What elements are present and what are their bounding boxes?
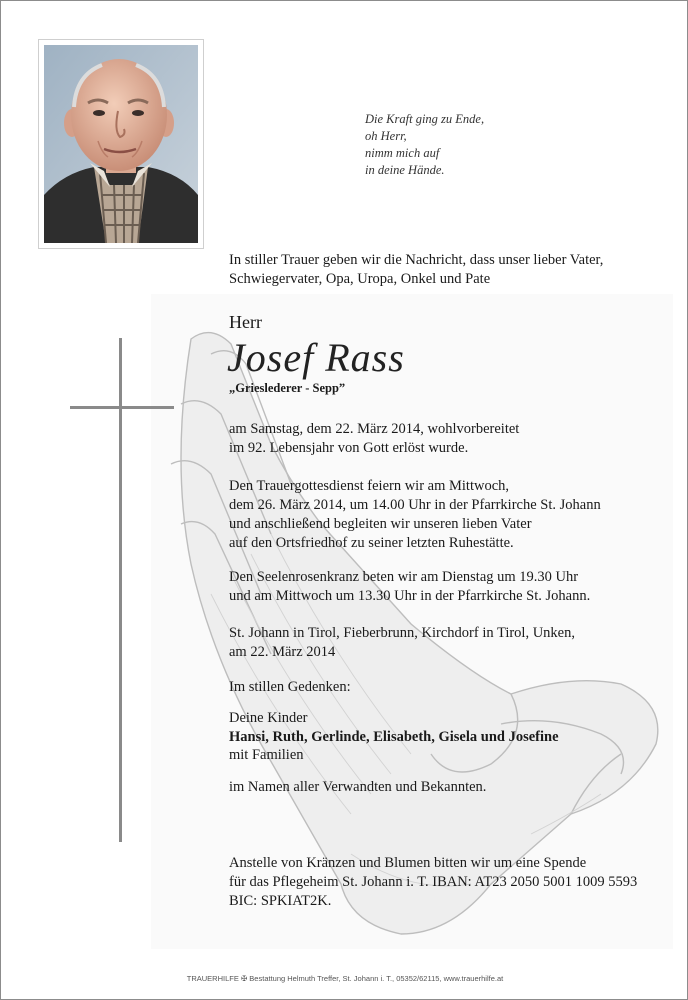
cross-horizontal-bar [70, 406, 174, 409]
intro-text: In stiller Trauer geben wir die Nachricht, dass unser lieber Vater, Schwiegervater, Opa, Uropa, Onkel und Pate [229, 252, 604, 287]
deceased-name: Josef Rass [227, 335, 405, 380]
footer-imprint: TRAUERHILFE ✠ Bestattung Helmuth Treffer, St. Johann i. T., 05352/62115, www.trauerhilfe.at [186, 974, 504, 983]
death-notice: am Samstag, dem 22. März 2014, wohlvorbereitet im 92. Lebensjahr von Gott erlöst wurde. [229, 421, 520, 456]
portrait-photo [38, 39, 204, 249]
portrait-photo-image [44, 45, 198, 243]
service-notice: Den Trauergottesdienst feiern wir am Mittwoch, dem 26. März 2014, um 14.00 Uhr in der Pfarrkirche St. Johann und anschließend begleiten wir unseren lieben Vater auf den Ortsfriedhof zu seiner letzten Ruhestätte. [229, 478, 601, 551]
children-label: Deine Kinder [229, 710, 308, 726]
place-date: St. Johann in Tirol, Fieberbrunn, Kirchdorf in Tirol, Unken, am 22. März 2014 [229, 625, 575, 660]
relatives-line: im Namen aller Verwandten und Bekannten. [229, 779, 487, 795]
families-line: mit Familien [229, 747, 304, 763]
motto-verse: Die Kraft ging zu Ende, oh Herr, nimm mich auf in deine Hände. [365, 112, 485, 177]
memory-heading: Im stillen Gedenken: [229, 679, 351, 695]
salutation: Herr [229, 312, 262, 332]
rosary-notice: Den Seelenrosenkranz beten wir am Dienstag um 19.30 Uhr und am Mittwoch um 13.30 Uhr in der Pfarrkirche St. Johann. [229, 569, 591, 604]
deceased-nickname: „Grieslederer - Sepp” [229, 381, 346, 395]
cross-vertical-bar [119, 338, 122, 842]
donation-notice: Anstelle von Kränzen und Blumen bitten wir um eine Spende für das Pflegeheim St. Johann i. T. IBAN: AT23 2050 5001 1009 5593 BIC: SPKIAT2K. [229, 855, 638, 909]
children-names: Hansi, Ruth, Gerlinde, Elisabeth, Gisela und Josefine [229, 729, 559, 745]
